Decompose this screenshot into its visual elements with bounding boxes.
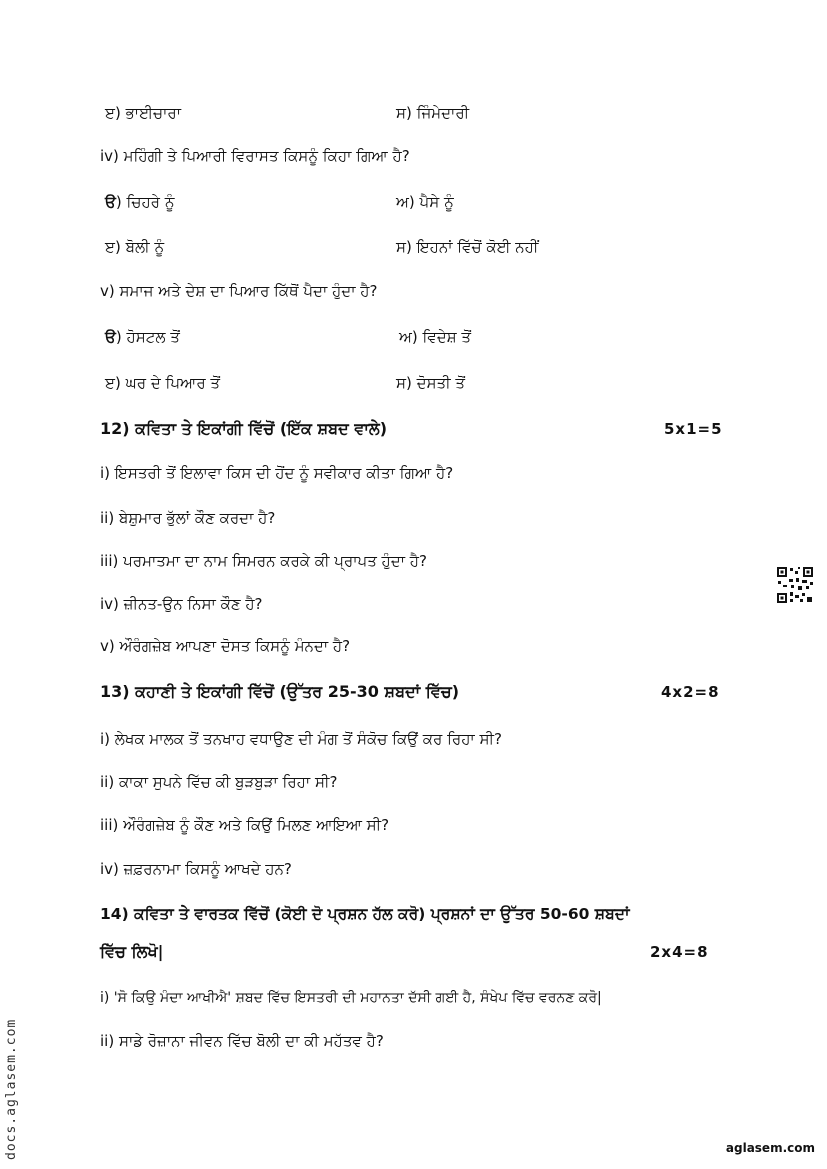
q11-v-option-b: ਅ) ਵਿਦੇਸ਼ ਤੋਂ — [399, 328, 472, 346]
q13-item-iv: iv) ਜ਼ਫ਼ਰਨਾਮਾ ਕਿਸਨੂੰ ਆਖਦੇ ਹਨ? — [100, 860, 292, 878]
q14-item-ii: ii) ਸਾਡੇ ਰੋਜ਼ਾਨਾ ਜੀਵਨ ਵਿੱਚ ਬੋਲੀ ਦਾ ਕੀ ਮਹੱਤਵ ਹੈ? — [100, 1032, 384, 1050]
footer-site-link[interactable]: aglasem.com — [725, 1141, 815, 1155]
q11-iv-option-a — [105, 192, 174, 212]
q11-iv-option-b: ਅ) ਪੈਸੇ ਨੂੰ — [396, 193, 454, 211]
q13-heading: 13) ਕਹਾਣੀ ਤੇ ਇਕਾਂਗੀ ਵਿੱਚੋਂ (ਉੱਤਰ 25-30 ਸ਼ਬਦਾਂ ਵਿੱਚ) — [100, 682, 460, 701]
q11-v-option-d: ਸ) ਦੋਸਤੀ ਤੋਂ — [396, 374, 466, 392]
q11-iv-option-d: ਸ) ਇਹਨਾਂ ਵਿੱਚੋਂ ਕੋਈ ਨਹੀਂ — [396, 238, 539, 256]
q11-v-option-c: ੲ) ਘਰ ਦੇ ਪਿਆਰ ਤੋਂ — [105, 374, 221, 392]
q12-item-i: i) ਇਸਤਰੀ ਤੋਂ ਇਲਾਵਾ ਕਿਸ ਦੀ ਹੋਂਦ ਨੂੰ ਸਵੀਕਾਰ ਕੀਤਾ ਗਿਆ ਹੈ? — [100, 464, 454, 482]
q11-iv-option-c: ੲ) ਬੋਲੀ ਨੂੰ — [105, 238, 165, 256]
q11-option-d: ਸ) ਜਿੰਮੇਦਾਰੀ — [396, 104, 470, 122]
q11-question-iv: iv) ਮਹਿੰਗੀ ਤੇ ਪਿਆਰੀ ਵਿਰਾਸਤ ਕਿਸਨੂੰ ਕਿਹਾ ਗਿਆ ਹੈ? — [100, 147, 410, 165]
option-a-marker: ੳ — [105, 193, 116, 211]
q13-marks: 4x2=8 — [661, 683, 720, 701]
q11-option-c: ੲ) ਭਾਈਚਾਰਾ — [105, 104, 182, 122]
q12-item-ii: ii) ਬੇਸ਼ੁਮਾਰ ਭੁੱਲਾਂ ਕੌਣ ਕਰਦਾ ਹੈ? — [100, 509, 276, 527]
option-a-text: ) ਹੋਸਟਲ ਤੋਂ — [115, 328, 180, 346]
q13-item-ii: ii) ਕਾਕਾ ਸੁਪਨੇ ਵਿੱਚ ਕੀ ਬੁੜਬੁੜਾ ਰਿਹਾ ਸੀ? — [100, 773, 338, 791]
q14-marks: 2x4=8 — [650, 943, 709, 961]
q14-heading-line2: ਵਿੱਚ ਲਿਖੋ| — [100, 942, 164, 961]
q12-marks: 5x1=5 — [664, 420, 723, 438]
q11-v-option-a — [105, 327, 180, 347]
q12-heading: 12) ਕਵਿਤਾ ਤੇ ਇਕਾਂਗੀ ਵਿੱਚੋਂ (ਇੱਕ ਸ਼ਬਦ ਵਾਲੇ) — [100, 419, 388, 438]
option-a-marker: ੳ — [105, 328, 116, 346]
q13-item-i: i) ਲੇਖਕ ਮਾਲਕ ਤੋਂ ਤਨਖਾਹ ਵਧਾਉਣ ਦੀ ਮੰਗ ਤੋਂ ਸੰਕੋਚ ਕਿਉਂ ਕਰ ਰਿਹਾ ਸੀ? — [100, 730, 502, 748]
q12-item-iv: iv) ਜ਼ੀਨਤ-ਉਨ ਨਿਸਾ ਕੌਣ ਹੈ? — [100, 595, 263, 613]
qr-code-icon — [776, 566, 814, 604]
q11-question-v: v) ਸਮਾਜ ਅਤੇ ਦੇਸ਼ ਦਾ ਪਿਆਰ ਕਿੱਥੋਂ ਪੈਦਾ ਹੁੰਦਾ ਹੈ? — [100, 282, 378, 300]
q14-item-i: i) 'ਸੋ ਕਿਉ ਮੰਦਾ ਆਖੀਐ' ਸ਼ਬਦ ਵਿੱਚ ਇਸਤਰੀ ਦੀ ਮਹਾਨਤਾ ਦੱਸੀ ਗਈ ਹੈ, ਸੰਖੇਪ ਵਿੱਚ ਵਰਨਣ ਕਰੋ| — [100, 990, 602, 1006]
q12-item-v: v) ਔਰੰਗਜ਼ੇਬ ਆਪਣਾ ਦੋਸਤ ਕਿਸਨੂੰ ਮੰਨਦਾ ਹੈ? — [100, 637, 351, 655]
q14-heading-line1: 14) ਕਵਿਤਾ ਤੇ ਵਾਰਤਕ ਵਿੱਚੋਂ (ਕੋਈ ਦੋ ਪ੍ਰਸ਼ਨ ਹੱਲ ਕਰੋ) ਪ੍ਰਸ਼ਨਾਂ ਦਾ ਉੱਤਰ 50-60 ਸ਼ਬਦਾਂ — [100, 905, 630, 923]
side-watermark: docs.aglasem.com — [4, 1018, 19, 1160]
q13-item-iii: iii) ਔਰੰਗਜ਼ੇਬ ਨੂੰ ਕੌਣ ਅਤੇ ਕਿਉਂ ਮਿਲਣ ਆਇਆ ਸੀ? — [100, 816, 390, 834]
option-a-text: ) ਚਿਹਰੇ ਨੂੰ — [115, 193, 175, 211]
q12-item-iii: iii) ਪਰਮਾਤਮਾ ਦਾ ਨਾਮ ਸਿਮਰਨ ਕਰਕੇ ਕੀ ਪ੍ਰਾਪਤ ਹੁੰਦਾ ਹੈ? — [100, 552, 427, 570]
